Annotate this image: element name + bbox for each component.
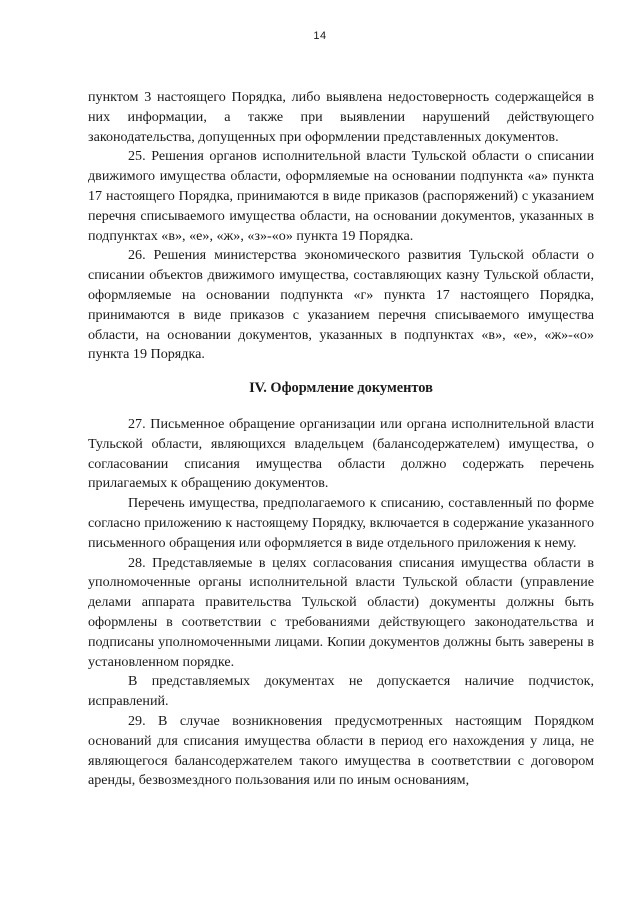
paragraph-29: 29. В случае возникновения предусмотренных настоящим Порядком оснований для списания имущества области в период его нахождения у лица, не являющегося балансодержателем такого имущества в соответствии с договором аренды, безвозмездного пользования или по иным основаниям, (88, 712, 594, 789)
paragraph-28: 28. Представляемые в целях согласования списания имущества области в уполномоченные органы исполнительной власти Тульской области (управление делами аппарата правительства Тульской области) документы должны быть оформлены в соответствии с требованиями действующего законодательства и подписаны уполномоченными лицами. Копии документов должны быть заверены в установленном порядке. (88, 554, 594, 670)
paragraph-27: 27. Письменное обращение организации или органа исполнительной власти Тульской области, являющихся владельцем (балансодержателем) имущества, о согласовании списания имущества области должно содержать перечень прилагаемых к обращению документов. (88, 415, 594, 492)
page-number: 14 (313, 30, 327, 42)
paragraph-26: 26. Решения министерства экономического развития Тульской области о списании объектов движимого имущества, составляющих казну Тульской области, оформляемые на основании подпункта «г» пункта 17 настоящего Порядка, принимаются в виде приказов с указанием перечня списываемого имущества области, на основании документов, указанных в подпунктах «в», «е», «ж»-«о» пункта 19 Порядка. (88, 247, 594, 363)
section-heading: IV. Оформление документов (249, 380, 433, 397)
paragraph-27-list: Перечень имущества, предполагаемого к списанию, составленный по форме согласно приложению к настоящему Порядку, включается в содержание указанного письменного обращения или оформляется в виде отдельного приложения к нему. (88, 495, 594, 551)
paragraph-28-note: В представляемых документах не допускается наличие подчисток, исправлений. (88, 673, 594, 710)
document-body (88, 88, 594, 791)
paragraph-25: 25. Решения органов исполнительной власти Тульской области о списании движимого имущества области, оформляемые на основании подпункта «а» пункта 17 настоящего Порядка, принимаются в виде приказов (распоряжений) с указанием перечня списываемого имущества области, на основании документов, указанных в подпунктах «в», «е», «ж», «з»-«о» пункта 19 Порядка. (88, 148, 594, 244)
paragraph-continuation: пунктом 3 настоящего Порядка, либо выявлена недостоверность содержащейся в них информации, а также при выявлении нарушений действующего законодательства, допущенных при оформлении представленных документов. (88, 89, 594, 145)
